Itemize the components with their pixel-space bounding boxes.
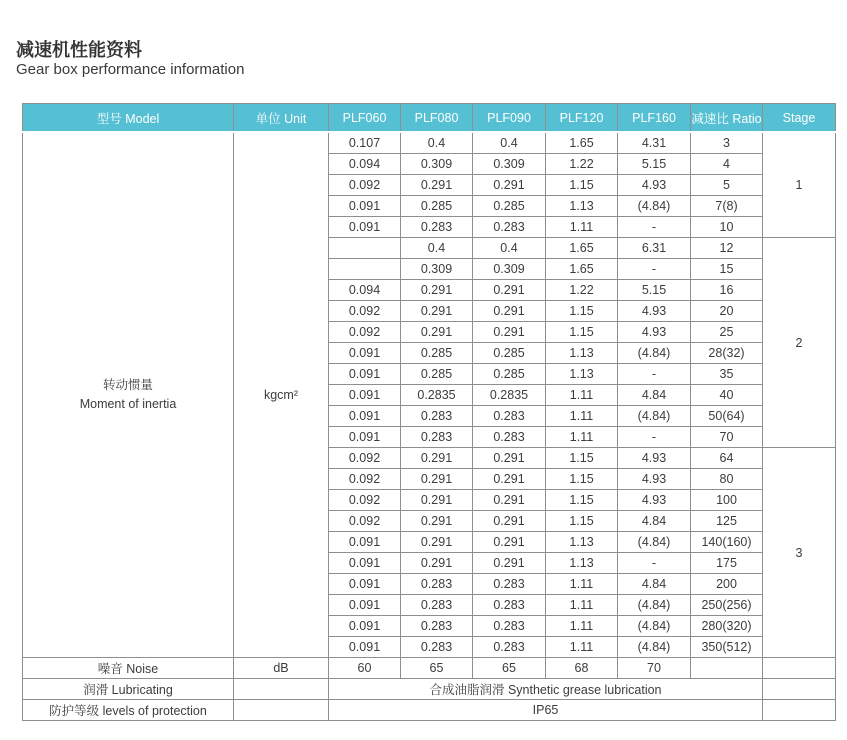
noise-row	[23, 658, 836, 679]
data-cell: 0.291	[473, 490, 546, 511]
data-cell: 0.285	[401, 364, 473, 385]
data-cell: (4.84)	[618, 616, 691, 637]
noise-ratio-cell	[691, 658, 763, 679]
data-cell: 0.291	[401, 553, 473, 574]
data-cell: 0.091	[329, 616, 401, 637]
data-cell: 0.091	[329, 637, 401, 658]
data-cell: 4.84	[618, 511, 691, 532]
data-cell: 0.291	[401, 490, 473, 511]
data-cell: 1.15	[546, 490, 618, 511]
data-cell: 1.15	[546, 511, 618, 532]
data-cell: 0.283	[473, 406, 546, 427]
data-cell: 15	[691, 259, 763, 280]
data-cell: 4.84	[618, 385, 691, 406]
data-cell: 0.283	[401, 427, 473, 448]
page-title-en: Gear box performance information	[16, 61, 245, 78]
data-cell: 6.31	[618, 238, 691, 259]
data-cell: 0.2835	[473, 385, 546, 406]
data-cell: 0.283	[473, 616, 546, 637]
noise-value-plf120: 68	[546, 658, 618, 679]
data-cell: 0.092	[329, 175, 401, 196]
data-cell: 0.291	[401, 322, 473, 343]
data-cell: 4.93	[618, 301, 691, 322]
data-cell: 0.091	[329, 553, 401, 574]
data-cell: -	[618, 553, 691, 574]
data-cell: 1.15	[546, 175, 618, 196]
noise-value-plf090: 65	[473, 658, 546, 679]
data-cell: 7(8)	[691, 196, 763, 217]
data-cell: 175	[691, 553, 763, 574]
column-header-unit: 单位 Unit	[234, 104, 329, 133]
data-cell: 28(32)	[691, 343, 763, 364]
column-header-plf160: PLF160	[618, 104, 691, 133]
data-cell: 0.285	[473, 343, 546, 364]
data-cell: (4.84)	[618, 343, 691, 364]
stage-cell: 2	[763, 238, 836, 448]
data-cell: 0.291	[473, 532, 546, 553]
data-cell: 3	[691, 132, 763, 154]
data-cell: 1.15	[546, 469, 618, 490]
data-cell: 4.93	[618, 322, 691, 343]
noise-value-plf060: 60	[329, 658, 401, 679]
data-cell: 0.4	[401, 132, 473, 154]
column-header-plf060: PLF060	[329, 104, 401, 133]
data-cell: 0.291	[401, 175, 473, 196]
data-cell: 0.291	[401, 469, 473, 490]
data-cell: 0.2835	[401, 385, 473, 406]
data-cell: 64	[691, 448, 763, 469]
data-cell: 1.13	[546, 343, 618, 364]
data-cell: 0.291	[401, 280, 473, 301]
data-cell: 0.4	[401, 238, 473, 259]
data-cell: 0.283	[401, 406, 473, 427]
protection-stage-cell	[763, 700, 836, 721]
data-cell: 0.091	[329, 196, 401, 217]
column-header-model: 型号 Model	[23, 104, 234, 133]
data-cell: 0.092	[329, 448, 401, 469]
data-cell: 0.285	[473, 196, 546, 217]
data-cell: 1.15	[546, 301, 618, 322]
data-cell: 0.285	[401, 196, 473, 217]
column-header-plf080: PLF080	[401, 104, 473, 133]
data-cell: 1.11	[546, 385, 618, 406]
data-cell: 0.309	[401, 154, 473, 175]
data-cell: 0.092	[329, 511, 401, 532]
data-cell: 0.285	[401, 343, 473, 364]
lubricating-label: 润滑 Lubricating	[23, 679, 234, 700]
data-cell: 0.094	[329, 280, 401, 301]
data-cell: 0.4	[473, 238, 546, 259]
inertia-label-zh: 转动惯量	[102, 378, 153, 393]
data-cell: 0.283	[473, 217, 546, 238]
data-cell: -	[618, 217, 691, 238]
data-cell: 0.091	[329, 343, 401, 364]
data-cell: 0.291	[473, 280, 546, 301]
data-cell: (4.84)	[618, 595, 691, 616]
data-cell: 4.93	[618, 448, 691, 469]
data-cell: 0.283	[401, 574, 473, 595]
data-cell: 4.93	[618, 175, 691, 196]
data-cell: 0.092	[329, 490, 401, 511]
data-cell: 0.283	[473, 595, 546, 616]
data-cell: 5.15	[618, 154, 691, 175]
data-cell: 0.091	[329, 385, 401, 406]
data-cell: (4.84)	[618, 532, 691, 553]
column-header-plf090: PLF090	[473, 104, 546, 133]
stage-cell: 3	[763, 448, 836, 658]
protection-unit-cell	[234, 700, 329, 721]
data-cell: 0.291	[401, 532, 473, 553]
protection-row	[23, 700, 836, 721]
data-cell: -	[618, 427, 691, 448]
data-cell: 0.291	[473, 301, 546, 322]
data-cell	[329, 238, 401, 259]
data-cell: 0.291	[401, 511, 473, 532]
data-cell: 0.091	[329, 532, 401, 553]
data-cell: 0.092	[329, 301, 401, 322]
data-cell: 1.22	[546, 154, 618, 175]
data-cell: 0.091	[329, 406, 401, 427]
protection-value: IP65	[329, 700, 763, 721]
data-cell: 0.091	[329, 427, 401, 448]
data-cell: 0.091	[329, 217, 401, 238]
data-cell: 0.092	[329, 322, 401, 343]
inertia-unit-cell: kgcm²	[234, 132, 329, 658]
data-cell: 0.291	[473, 175, 546, 196]
data-cell: 4.31	[618, 132, 691, 154]
inertia-label-cell	[23, 132, 234, 658]
column-header-plf120: PLF120	[546, 104, 618, 133]
data-cell: 0.291	[473, 448, 546, 469]
data-cell: 1.13	[546, 364, 618, 385]
data-cell: 5.15	[618, 280, 691, 301]
data-cell: 4	[691, 154, 763, 175]
page-title-zh: 减速机性能资料	[16, 40, 142, 60]
data-cell: 250(256)	[691, 595, 763, 616]
data-cell: 0.291	[473, 553, 546, 574]
data-cell: 25	[691, 322, 763, 343]
data-cell: 0.091	[329, 595, 401, 616]
data-cell: 1.13	[546, 553, 618, 574]
data-cell: 140(160)	[691, 532, 763, 553]
data-cell: 0.291	[401, 448, 473, 469]
data-cell: 0.094	[329, 154, 401, 175]
data-cell: 4.93	[618, 469, 691, 490]
data-cell: 0.291	[401, 301, 473, 322]
data-cell: 0.291	[473, 511, 546, 532]
data-cell: 1.15	[546, 322, 618, 343]
data-cell: 1.22	[546, 280, 618, 301]
lubricating-value: 合成油脂润滑 Synthetic grease lubrication	[329, 679, 763, 700]
data-cell: 0.107	[329, 132, 401, 154]
data-cell: 20	[691, 301, 763, 322]
noise-unit: dB	[234, 658, 329, 679]
data-cell: (4.84)	[618, 637, 691, 658]
data-cell: -	[618, 259, 691, 280]
column-header-stage: Stage	[763, 104, 836, 133]
data-cell: 200	[691, 574, 763, 595]
data-cell: 1.11	[546, 217, 618, 238]
data-cell: 0.283	[401, 637, 473, 658]
data-cell: 0.283	[401, 595, 473, 616]
data-cell: -	[618, 364, 691, 385]
stage-cell: 1	[763, 132, 836, 238]
data-cell: 1.11	[546, 574, 618, 595]
data-cell: 350(512)	[691, 637, 763, 658]
data-cell: (4.84)	[618, 196, 691, 217]
lubricating-stage-cell	[763, 679, 836, 700]
data-cell: 0.309	[473, 259, 546, 280]
data-cell: 0.4	[473, 132, 546, 154]
data-cell: 4.84	[618, 574, 691, 595]
data-cell: 70	[691, 427, 763, 448]
data-cell: 0.283	[401, 217, 473, 238]
data-cell: 1.15	[546, 448, 618, 469]
lubricating-unit-cell	[234, 679, 329, 700]
data-cell: 50(64)	[691, 406, 763, 427]
noise-stage-cell	[763, 658, 836, 679]
data-cell: 4.93	[618, 490, 691, 511]
table-row	[23, 132, 836, 154]
header-row	[23, 104, 836, 133]
data-cell: (4.84)	[618, 406, 691, 427]
data-cell: 280(320)	[691, 616, 763, 637]
data-cell: 0.283	[473, 574, 546, 595]
data-cell: 0.283	[473, 427, 546, 448]
data-cell: 1.65	[546, 238, 618, 259]
lubricating-row	[23, 679, 836, 700]
data-cell: 0.283	[401, 616, 473, 637]
data-cell	[329, 259, 401, 280]
data-cell: 80	[691, 469, 763, 490]
protection-label: 防护等级 levels of protection	[23, 700, 234, 721]
data-cell: 1.11	[546, 616, 618, 637]
data-cell: 0.092	[329, 469, 401, 490]
performance-table	[22, 103, 836, 721]
data-cell: 1.11	[546, 406, 618, 427]
data-cell: 125	[691, 511, 763, 532]
data-cell: 1.65	[546, 132, 618, 154]
data-cell: 0.285	[473, 364, 546, 385]
data-cell: 5	[691, 175, 763, 196]
data-cell: 35	[691, 364, 763, 385]
data-cell: 16	[691, 280, 763, 301]
data-cell: 1.11	[546, 595, 618, 616]
data-cell: 0.291	[473, 322, 546, 343]
data-cell: 0.309	[473, 154, 546, 175]
data-cell: 0.091	[329, 574, 401, 595]
data-cell: 10	[691, 217, 763, 238]
noise-value-plf160: 70	[618, 658, 691, 679]
data-cell: 12	[691, 238, 763, 259]
data-cell: 40	[691, 385, 763, 406]
data-cell: 0.091	[329, 364, 401, 385]
data-cell: 0.283	[473, 637, 546, 658]
data-cell: 0.309	[401, 259, 473, 280]
data-cell: 100	[691, 490, 763, 511]
data-cell: 1.65	[546, 259, 618, 280]
noise-value-plf080: 65	[401, 658, 473, 679]
data-cell: 1.13	[546, 196, 618, 217]
data-cell: 1.11	[546, 637, 618, 658]
inertia-label-en: Moment of inertia	[79, 397, 177, 411]
data-cell: 0.291	[473, 469, 546, 490]
data-cell: 1.13	[546, 532, 618, 553]
noise-label: 噪音 Noise	[23, 658, 234, 679]
data-cell: 1.11	[546, 427, 618, 448]
column-header-ratio: 减速比 Ratio	[691, 104, 763, 133]
